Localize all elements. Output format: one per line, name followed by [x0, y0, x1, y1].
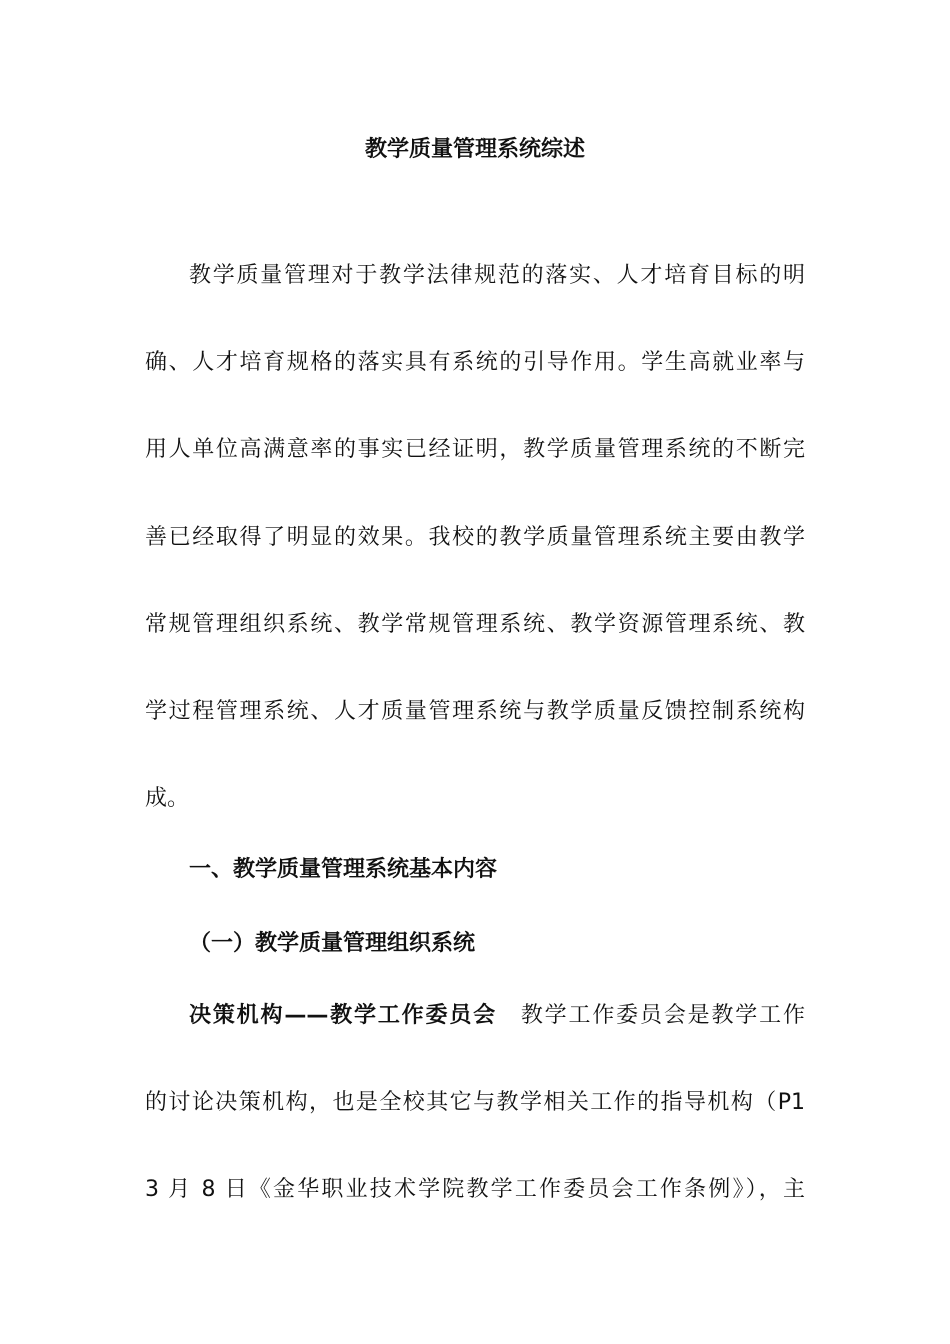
bold-lead-text: 决策机构——教学工作委员会	[189, 1003, 497, 1028]
paragraph-line: 用人单位高满意率的事实已经证明，教学质量管理系统的不断完	[145, 437, 805, 462]
paragraph-line: 善已经取得了明显的效果。我校的教学质量管理系统主要由教学	[145, 525, 805, 550]
paragraph-text: 教学工作委员会是教学工作	[520, 1003, 805, 1028]
paragraph-line: 确、人才培育规格的落实具有系统的引导作用。学生高就业率与	[145, 350, 805, 375]
document-title: 教学质量管理系统综述	[364, 137, 585, 162]
paragraph-line: 学过程管理系统、人才质量管理系统与教学质量反馈控制系统构	[145, 699, 805, 724]
paragraph-line: 成。	[145, 786, 190, 811]
paragraph-line	[189, 998, 805, 1034]
paragraph-line: 常规管理组织系统、教学常规管理系统、教学资源管理系统、教	[145, 612, 805, 637]
paragraph-line: 的讨论决策机构，也是全校其它与教学相关工作的指导机构（P1	[145, 1090, 805, 1115]
paragraph-line: 3 月 8 日《金华职业技术学院教学工作委员会工作条例》），主	[145, 1177, 805, 1202]
subsection-heading: （一）教学质量管理组织系统	[189, 931, 476, 956]
paragraph-line: 教学质量管理对于教学法律规范的落实、人才培育目标的明	[189, 263, 805, 288]
section-heading: 一、教学质量管理系统基本内容	[189, 857, 498, 882]
